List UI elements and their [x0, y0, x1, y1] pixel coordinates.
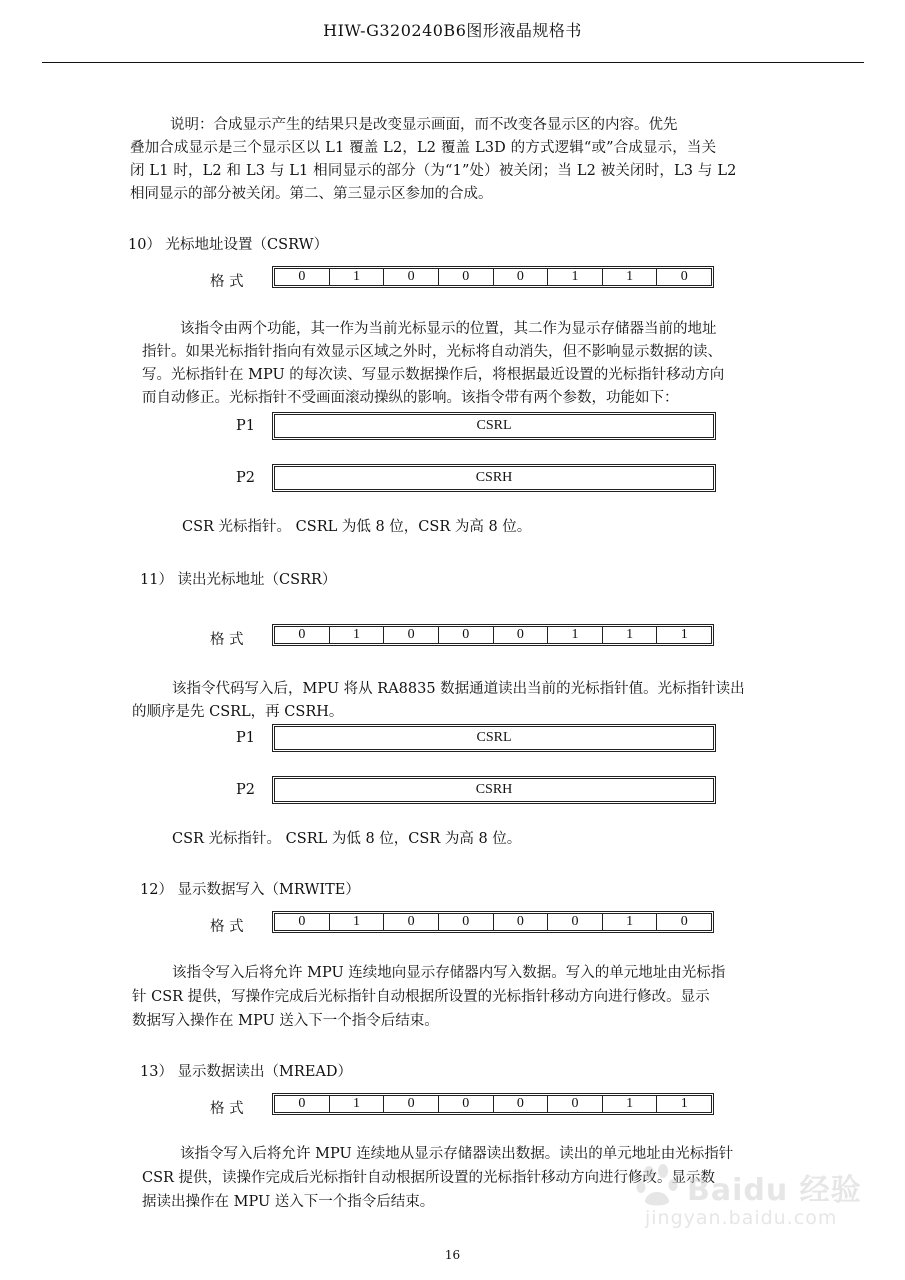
bit-cell-d6: 1 [329, 269, 384, 285]
document-header-title: HIW-G320240B6图形液晶规格书 [323, 21, 582, 40]
bit-cell-d4: 0 [438, 1096, 493, 1112]
section-10-desc-line-3: 写。光标指针在 MPU 的每次读、写显示数据操作后，将根据最近设置的光标指针移动方向 [142, 367, 725, 383]
bit-cell-d7: 0 [298, 269, 306, 284]
watermark-url: jingyan.baidu.com [645, 1207, 838, 1229]
section-12-desc-line-1: 该指令写入后将允许 MPU 连续地向显示存储器内写入数据。写入的单元地址由光标指 [172, 965, 726, 981]
section-10-desc-line-2: 指针。如果光标指针指向有效显示区域之外时，光标将自动消失，但不影响显示数据的读、 [142, 344, 722, 360]
section-11-param-p2-register: CSRH [272, 776, 716, 804]
section-13-heading: 13） 显示数据读出（MREAD） [140, 1064, 353, 1080]
watermark-brand-text: Baidu 经验 [687, 1173, 862, 1208]
section-10-heading: 10） 光标地址设置（CSRW） [128, 237, 329, 253]
section-10-note: CSR 光标指针。 CSRL 为低 8 位，CSR 为高 8 位。 [182, 519, 532, 535]
section-11-bit-table [272, 624, 714, 646]
section-13-desc-line-2: CSR 提供，读操作完成后光标指针自动根据所设置的光标指针移动方向进行修改。显示数 [142, 1170, 716, 1186]
section-10-desc-line-4: 而自动修正。光标指针不受画面滚动操纵的影响。该指令带有两个参数，功能如下： [142, 390, 679, 406]
section-11-desc-line-2: 的顺序是先 CSRL，再 CSRH。 [132, 704, 344, 720]
section-10-format-label: 格 式 [210, 274, 244, 290]
bit-cell-d7: 0 [298, 627, 306, 642]
bit-cell-d6: 1 [329, 914, 384, 930]
section-10-bit-table [272, 266, 714, 288]
bit-cell-d7: 0 [298, 1096, 306, 1111]
section-11-param-p1-label: P1 [236, 730, 255, 746]
section-10-desc-line-1: 该指令由两个功能，其一作为当前光标显示的位置，其二作为显示存储器当前的地址 [180, 321, 717, 337]
bit-cell-d0: 1 [656, 1096, 711, 1112]
bit-cell-d6: 1 [329, 627, 384, 643]
bit-cell-d2: 1 [547, 269, 602, 285]
section-10-param-p1-register: CSRL [272, 412, 716, 440]
bit-cell-d5: 0 [383, 1096, 438, 1112]
section-11-param-p2-label: P2 [236, 782, 255, 798]
section-12-desc-line-2: 针 CSR 提供，写操作完成后光标指针自动根据所设置的光标指针移动方向进行修改。显示 [132, 989, 710, 1005]
section-13-desc-line-1: 该指令写入后将允许 MPU 连续地从显示存储器读出数据。读出的单元地址由光标指针 [180, 1146, 734, 1162]
section-10-param-p2-register: CSRH [272, 464, 716, 492]
bit-cell-d1: 1 [602, 627, 657, 643]
bit-cell-d1: 1 [602, 269, 657, 285]
bit-cell-d0: 0 [656, 269, 711, 285]
section-11-note: CSR 光标指针。 CSRL 为低 8 位，CSR 为高 8 位。 [172, 831, 522, 847]
baidu-jingyan-watermark [635, 1163, 865, 1235]
section-11-desc-line-1: 该指令代码写入后，MPU 将从 RA8835 数据通道读出当前的光标指针值。光标指针读出 [172, 681, 745, 697]
bit-cell-d1: 1 [602, 1096, 657, 1112]
section-12-heading: 12） 显示数据写入（MRWITE） [140, 882, 360, 898]
section-11-format-label: 格 式 [210, 632, 244, 648]
bit-cell-d4: 0 [438, 627, 493, 643]
section-12-format-label: 格 式 [210, 919, 244, 935]
section-13-bit-table [272, 1093, 714, 1115]
bit-cell-d3: 0 [493, 914, 548, 930]
bit-cell-d2: 0 [547, 914, 602, 930]
section-10-param-p1-label: P1 [236, 418, 255, 434]
bit-cell-d0: 0 [656, 914, 711, 930]
page-number: 16 [444, 1248, 461, 1262]
bit-cell-d2: 0 [547, 1096, 602, 1112]
bit-cell-d4: 0 [438, 269, 493, 285]
section-11-param-p1-register: CSRL [272, 724, 716, 752]
bit-cell-d3: 0 [493, 1096, 548, 1112]
bit-cell-d6: 1 [329, 1096, 384, 1112]
bit-cell-d0: 1 [656, 627, 711, 643]
section-11-heading: 11） 读出光标地址（CSRR） [140, 572, 337, 588]
paw-logo-icon [635, 1163, 685, 1207]
section-13-format-label: 格 式 [210, 1101, 244, 1117]
bit-cell-d5: 0 [383, 627, 438, 643]
bit-cell-d1: 1 [602, 914, 657, 930]
section-10-param-p2-label: P2 [236, 470, 255, 486]
bit-cell-d4: 0 [438, 914, 493, 930]
bit-cell-d5: 0 [383, 269, 438, 285]
bit-cell-d2: 1 [547, 627, 602, 643]
intro-line-2: 叠加合成显示是三个显示区以 L1 覆盖 L2，L2 覆盖 L3D 的方式逻辑“或”合成显示，当关 [130, 140, 717, 156]
bit-cell-d5: 0 [383, 914, 438, 930]
section-13-desc-line-3: 据读出操作在 MPU 送入下一个指令后结束。 [142, 1194, 435, 1210]
bit-cell-d3: 0 [493, 269, 548, 285]
intro-line-4: 相同显示的部分被关闭。第二、第三显示区参加的合成。 [130, 186, 493, 202]
bit-cell-d7: 0 [298, 914, 306, 929]
intro-line-1: 说明：合成显示产生的结果只是改变显示画面，而不改变各显示区的内容。优先 [170, 117, 678, 133]
header-divider [42, 62, 864, 63]
section-12-bit-table [272, 911, 714, 933]
intro-line-3: 闭 L1 时，L2 和 L3 与 L1 相同显示的部分（为“1”处）被关闭；当 L2 被关闭时，L3 与 L2 [130, 163, 737, 179]
bit-cell-d3: 0 [493, 627, 548, 643]
section-12-desc-line-3: 数据写入操作在 MPU 送入下一个指令后结束。 [132, 1013, 439, 1029]
